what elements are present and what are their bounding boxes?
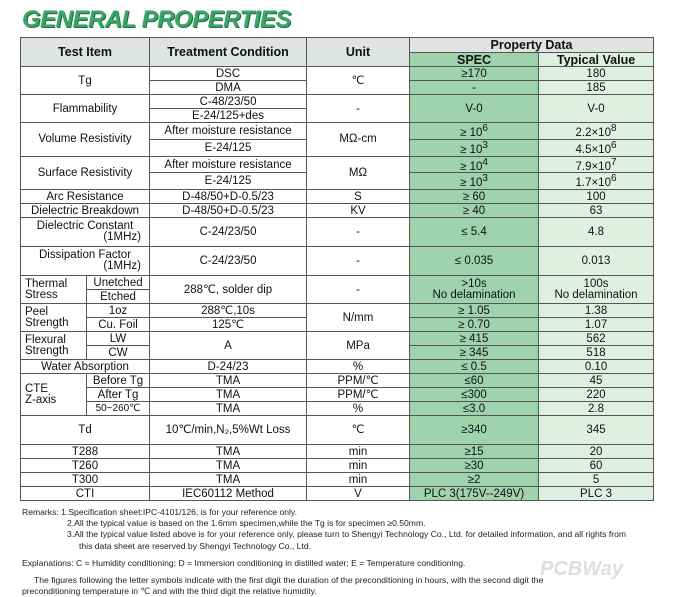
vol-typ-1: $2.2\times 10^8$: [539, 123, 654, 140]
peel-sub-2: Cu. Foil: [87, 318, 150, 332]
t260-spec: ≥30: [410, 459, 539, 473]
arc-spec: ≥ 60: [410, 190, 539, 204]
tg-spec-2: -: [410, 81, 539, 95]
cte-typ-2: 220: [539, 388, 654, 402]
ts-sub-1: Unetched: [87, 276, 150, 290]
peel-spec-1: ≥ 1.05: [410, 304, 539, 318]
vol-cond-2: E-24/125: [150, 139, 307, 156]
cte-unit-2: PPM/℃: [307, 388, 410, 402]
remark-2: 2.All the typical value is based on the 1.6mm specimen,while the Tg is for specimen ≥0.50mm.: [67, 518, 426, 529]
db-cond: D-48/50+D-0.5/23: [150, 204, 307, 218]
flex-unit: MPa: [307, 332, 410, 360]
surf-cond-2: E-24/125: [150, 173, 307, 190]
wa-spec: ≤ 0.5: [410, 360, 539, 374]
peel-cond-2: 125℃: [150, 318, 307, 332]
flex-typ-1: 562: [539, 332, 654, 346]
explanations: Explanations: C = Humidity conditioning; D = Immersion conditioning in distilled water; E = Temperature conditioning.: [22, 557, 466, 568]
arc-cond: D-48/50+D-0.5/23: [150, 190, 307, 204]
t288-typ: 20: [539, 445, 654, 459]
t288-unit: min: [307, 445, 410, 459]
page-title: GENERAL PROPERTIES: [22, 6, 291, 33]
tg-typ-1: 180: [539, 67, 654, 81]
cti-typ: PLC 3: [539, 487, 654, 501]
tg-spec-1: ≥170: [410, 67, 539, 81]
remark-1: Remarks: 1.Specification sheet:IPC-4101/126, is for your reference only.: [22, 507, 297, 517]
peel-cond-1: 288℃,10s: [150, 304, 307, 318]
flex-spec-1: ≥ 415: [410, 332, 539, 346]
t288-cond: TMA: [150, 445, 307, 459]
t300-spec: ≥2: [410, 473, 539, 487]
arc-item: Arc Resistance: [21, 190, 150, 204]
cte-typ-3: 2.8: [539, 402, 654, 416]
tg-typ-2: 185: [539, 81, 654, 95]
t260-item: T260: [21, 459, 150, 473]
ts-cond: 288℃, solder dip: [150, 276, 307, 304]
td-unit: ℃: [307, 416, 410, 445]
ts-item: Thermal Stress: [21, 276, 87, 304]
peel-item: Peel Strength: [21, 304, 87, 332]
df-typ: 0.013: [539, 247, 654, 276]
vol-spec-1: ≥ $10^6$: [410, 123, 539, 140]
header-typical: Typical Value: [539, 53, 654, 67]
t288-spec: ≥15: [410, 445, 539, 459]
wa-cond: D-24/23: [150, 360, 307, 374]
t300-item: T300: [21, 473, 150, 487]
cte-spec-1: ≤60: [410, 374, 539, 388]
header-treatment: Treatment Condition: [150, 38, 307, 67]
peel-typ-1: 1.38: [539, 304, 654, 318]
td-cond: 10℃/min,N₂,5%Wt Loss: [150, 416, 307, 445]
remarks-section: [22, 507, 667, 597]
peel-unit: N/mm: [307, 304, 410, 332]
surf-spec-2: ≥ $10^3$: [410, 173, 539, 190]
flam-typ: V-0: [539, 95, 654, 123]
flam-spec: V-0: [410, 95, 539, 123]
td-item: Td: [21, 416, 150, 445]
df-spec: ≤ 0.035: [410, 247, 539, 276]
cte-cond-2: TMA: [150, 388, 307, 402]
ts-sub-2: Etched: [87, 290, 150, 304]
cti-item: CTI: [21, 487, 150, 501]
t300-cond: TMA: [150, 473, 307, 487]
peel-spec-2: ≥ 0.70: [410, 318, 539, 332]
flex-cond: A: [150, 332, 307, 360]
t260-typ: 60: [539, 459, 654, 473]
cte-spec-3: ≤3.0: [410, 402, 539, 416]
df-cond: C-24/23/50: [150, 247, 307, 276]
cte-sub-3: 50~260℃: [87, 402, 150, 416]
arc-typ: 100: [539, 190, 654, 204]
t300-unit: min: [307, 473, 410, 487]
t288-item: T288: [21, 445, 150, 459]
wa-item: Water Absorption: [21, 360, 150, 374]
flex-spec-2: ≥ 345: [410, 346, 539, 360]
vol-item: Volume Resistivity: [21, 123, 150, 157]
flex-sub-2: CW: [87, 346, 150, 360]
explanation-2: The figures following the letter symbols indicate with the first digit the duration of the preconditioning in hours, with the second digit the: [34, 575, 544, 586]
flex-item: Flexural Strength: [21, 332, 87, 360]
properties-table: [20, 37, 654, 501]
flex-sub-1: LW: [87, 332, 150, 346]
surf-item: Surface Resistivity: [21, 156, 150, 190]
t300-typ: 5: [539, 473, 654, 487]
vol-unit: MΩ-cm: [307, 123, 410, 157]
df-item: Dissipation Factor (1MHz): [21, 247, 150, 276]
vol-cond-1: After moisture resistance: [150, 123, 307, 140]
arc-unit: S: [307, 190, 410, 204]
cte-item: CTE Z-axis: [21, 374, 87, 416]
ts-typ: 100s No delamination: [539, 276, 654, 304]
flam-cond-2: E-24/125+des: [150, 109, 307, 123]
tg-unit: ℃: [307, 67, 410, 95]
db-typ: 63: [539, 204, 654, 218]
db-item: Dielectric Breakdown: [21, 204, 150, 218]
watermark: PCBWay: [540, 558, 623, 580]
peel-typ-2: 1.07: [539, 318, 654, 332]
tg-cond-1: DSC: [150, 67, 307, 81]
cte-sub-1: Before Tg: [87, 374, 150, 388]
t260-unit: min: [307, 459, 410, 473]
vol-typ-2: $4.5\times 10^6$: [539, 139, 654, 156]
surf-unit: MΩ: [307, 156, 410, 190]
remark-3: 3.All the typical value listed above is for your reference only, please turn to Shengyi Technology Co., Ltd. for detailed information, and all rights from: [67, 529, 627, 540]
dk-unit: -: [307, 218, 410, 247]
dk-spec: ≤ 5.4: [410, 218, 539, 247]
df-unit: -: [307, 247, 410, 276]
cte-typ-1: 45: [539, 374, 654, 388]
vol-spec-2: ≥ $10^3$: [410, 139, 539, 156]
cte-cond-3: TMA: [150, 402, 307, 416]
db-spec: ≥ 40: [410, 204, 539, 218]
flam-item: Flammability: [21, 95, 150, 123]
surf-typ-1: $7.9\times 10^7$: [539, 156, 654, 173]
surf-typ-2: $1.7\times 10^6$: [539, 173, 654, 190]
flex-typ-2: 518: [539, 346, 654, 360]
t260-cond: TMA: [150, 459, 307, 473]
ts-spec: >10s No delamination: [410, 276, 539, 304]
cte-sub-2: After Tg: [87, 388, 150, 402]
remark-3-cont: this data sheet are reserved by Shengyi Technology Co., Ltd.: [79, 540, 312, 551]
dk-typ: 4.8: [539, 218, 654, 247]
cti-cond: IEC60112 Method: [150, 487, 307, 501]
tg-cond-2: DMA: [150, 81, 307, 95]
td-typ: 345: [539, 416, 654, 445]
td-spec: ≥340: [410, 416, 539, 445]
dk-cond: C-24/23/50: [150, 218, 307, 247]
flam-cond-1: C-48/23/50: [150, 95, 307, 109]
explanation-3: preconditioning temperature in ℃ and with the third digit the relative humidity.: [22, 586, 317, 597]
surf-cond-1: After moisture resistance: [150, 156, 307, 173]
dk-item: Dielectric Constant (1MHz): [21, 218, 150, 247]
cti-spec: PLC 3(175V--249V): [410, 487, 539, 501]
peel-sub-1: 1oz: [87, 304, 150, 318]
cte-cond-1: TMA: [150, 374, 307, 388]
cte-unit-3: %: [307, 402, 410, 416]
surf-spec-1: ≥ $10^4$: [410, 156, 539, 173]
header-unit: Unit: [307, 38, 410, 67]
header-spec: SPEC: [410, 53, 539, 67]
header-property-data: Property Data: [410, 38, 654, 53]
flam-unit: -: [307, 95, 410, 123]
db-unit: KV: [307, 204, 410, 218]
wa-unit: %: [307, 360, 410, 374]
cte-spec-2: ≤300: [410, 388, 539, 402]
cte-unit-1: PPM/℃: [307, 374, 410, 388]
tg-item: Tg: [21, 67, 150, 95]
wa-typ: 0.10: [539, 360, 654, 374]
cti-unit: V: [307, 487, 410, 501]
header-test-item: Test Item: [21, 38, 150, 67]
ts-unit: -: [307, 276, 410, 304]
